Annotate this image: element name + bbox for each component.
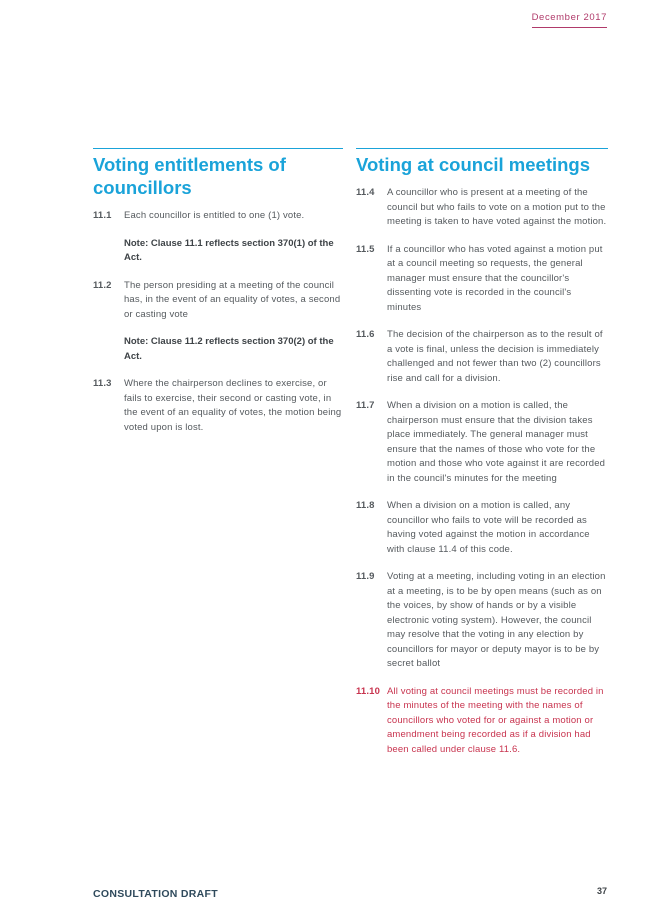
clause-text: The decision of the chairperson as to the result of a vote is final, unless the decision is immediately challenged and not fewer than two (2) councillors rise and call for a division. [387,329,603,384]
clause-11-3 [93,377,343,435]
clause-number: 11.4 [356,187,375,198]
clause-11-8 [356,499,608,557]
clause-number: 11.9 [356,571,375,582]
footer-label: CONSULTATION DRAFT [93,888,218,900]
page-number: 37 [596,886,607,896]
clause-note: Note: Clause 11.1 reflects section 370(1) of the Act. [124,237,334,263]
clause-text: Where the chairperson declines to exercise, or fails to exercise, their second or casting vote, in the event of an equality of votes, the motion being voted upon is lost. [124,378,342,433]
left-heading-rule [93,148,343,149]
clause-number: 11.10 [356,685,380,697]
clause-11-9 [356,570,608,672]
clause-11-5 [356,243,608,316]
header-date: December 2017 [532,12,607,28]
clause-note: Note: Clause 11.2 reflects section 370(2) of the Act. [124,336,334,362]
clause-text: Each councillor is entitled to one (1) vote. [124,210,305,221]
clause-text: If a councillor who has voted against a motion put at a council meeting so requests, the general manager must ensure that the councillor's dissenting vote is recorded in the council's minutes [387,243,603,313]
clause-number: 11.3 [93,378,112,389]
clause-11-6 [356,328,608,386]
clause-number: 11.2 [93,279,112,291]
left-heading: Voting entitlements of councillors [93,154,286,198]
clause-text: Voting at a meeting, including voting in an election at a meeting, is to be by open means (such as on the voices, by show of hands or by a visible electronic voting system). However, the council may resolve that the voting in any election by councillors for mayor or deputy mayor is to be by secret ballot [387,571,606,669]
clause-number: 11.6 [356,329,375,340]
clause-number: 11.5 [356,243,375,255]
right-column [356,148,608,770]
clause-text: When a division on a motion is called, the chairperson must ensure that the division takes place immediately. The general manager must ensure that the names of those who vote for the motion and those who vote against it are recorded in the council's minutes for the meeting [387,400,606,484]
clause-number: 11.7 [356,400,375,411]
clause-11-10 [356,685,608,758]
clause-11-1 [93,209,343,224]
right-heading-rule [356,148,608,149]
clause-text: When a division on a motion is called, any councillor who fails to vote will be recorded as having voted against the motion in accordance with clause 11.4 of this code. [387,500,590,555]
clause-text: A councillor who is present at a meeting of the council but who fails to vote on a motion put to the meeting is taken to have voted against the motion. [387,187,607,227]
clause-11-2 [93,279,343,323]
clause-number: 11.1 [93,210,112,221]
right-heading: Voting at council meetings [356,154,591,175]
clause-11-4 [356,186,608,230]
left-column [93,148,343,448]
clause-text: The person presiding at a meeting of the council has, in the event of an equality of votes, a second or casting vote [124,279,341,320]
clause-text: All voting at council meetings must be recorded in the minutes of the meeting with the names of councillors who voted for or against a motion or amendment being recorded as if a division had been called under clause 11.6. [387,685,604,755]
clause-11-7 [356,399,608,486]
clause-number: 11.8 [356,500,375,511]
